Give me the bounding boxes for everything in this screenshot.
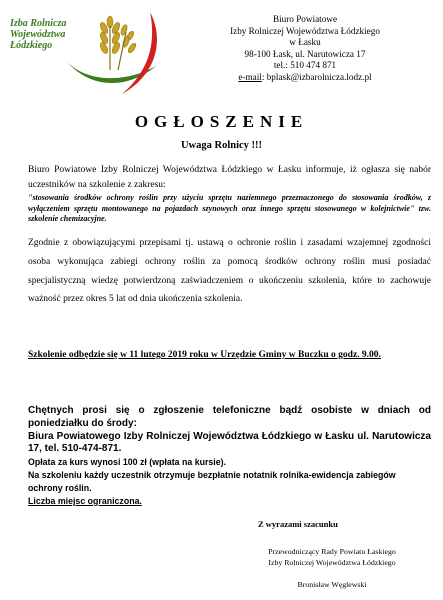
contact-notebook: Na szkoleniu każdy uczestnik otrzymuje bezpłatnie notatnik rolnika-ewidencja zabiegów ochrony roślin.	[28, 469, 396, 493]
office-email-row	[180, 72, 430, 84]
contact-limit: Liczba miejsc ograniczona.	[28, 495, 142, 506]
office-line-1: Biuro Powiatowe	[272, 14, 338, 24]
email-link[interactable]: : bplask@izbarolnicza.lodz.pl	[261, 71, 372, 82]
intro-paragraph: Biuro Powiatowe Izby Rolniczej Województwa Łódzkiego w Łasku informuje, iż ogłasza się nabór uczestników na szkolenie z zakresu:	[28, 165, 431, 190]
page-subtitle: Uwaga Rolnicy !!!	[180, 140, 263, 151]
office-line-2: Izby Rolniczej Województwa Łódzkiego	[230, 25, 380, 36]
contact-office: Biura Powiatowego Izby Rolniczej Województwa Łódzkiego w Łasku ul. Narutowicza 17, tel. 510-474-871.	[28, 430, 431, 455]
signature-block	[232, 546, 432, 590]
office-line-3: w Łasku	[289, 37, 321, 48]
training-topic: "stosowania środków ochrony roślin przy użyciu sprzętu naziemnego przeznaczonego do stosowania środków, z wyłączeniem sprzętu montowanego na pojazdach szynowych oraz innego sprzętu stosowanego w kolejnictwie" tzw. szkolenie chemizacyjne.	[28, 193, 431, 223]
law-paragraph: Zgodnie z obowiązującymi przepisami tj. ustawą o ochronie roślin i zasadami wzajemnej zgodności osoba wykonująca zabiegi ochrony roślin za pomocą środków ochrony roślin musi posiadać specjalistyczną wiedzę potwierdzoną zaświadczeniem o ukończeniu szkolenia, które to zachowuje ważność przez okres 5 lat od dnia ukończenia szkolenia.	[28, 238, 431, 305]
contact-fee: Opłata za kurs wynosi 100 zł (wpłata na kursie).	[28, 457, 226, 468]
logo-line-1: Izba Rolnicza	[10, 18, 67, 29]
page-title: OGŁOSZENIE	[134, 112, 309, 131]
signature-line-1: Przewodniczący Rady Powiatu Łaskiego	[268, 547, 396, 556]
contact-intro: Chętnych prosi się o zgłoszenie telefoniczne bądź osobiste w dniach od poniedziałku do środy:	[28, 405, 431, 429]
regards: Z wyrazami szacunku	[258, 519, 338, 529]
office-line-4: 98-100 Łask, ul. Narutowicza 17	[244, 48, 366, 59]
signature-line-2: Izby Rolniczej Województwa Łódzkiego	[268, 558, 396, 567]
office-phone: tel.: 510 474 871	[273, 60, 337, 71]
wheat-logo-icon	[60, 8, 170, 98]
office-address	[180, 14, 430, 84]
email-label: e-mail	[238, 71, 262, 82]
contact-block	[28, 405, 431, 508]
logo-line-2: Województwa	[10, 29, 66, 40]
logo-line-3: Łódzkiego	[10, 40, 53, 51]
logo-text	[10, 18, 66, 51]
training-date: Szkolenie odbędzie się w 11 lutego 2019 roku w Urzędzie Gminy w Buczku o godz. 9.00.	[28, 350, 381, 360]
signature-name: Bronisław Węglewski	[297, 580, 367, 589]
